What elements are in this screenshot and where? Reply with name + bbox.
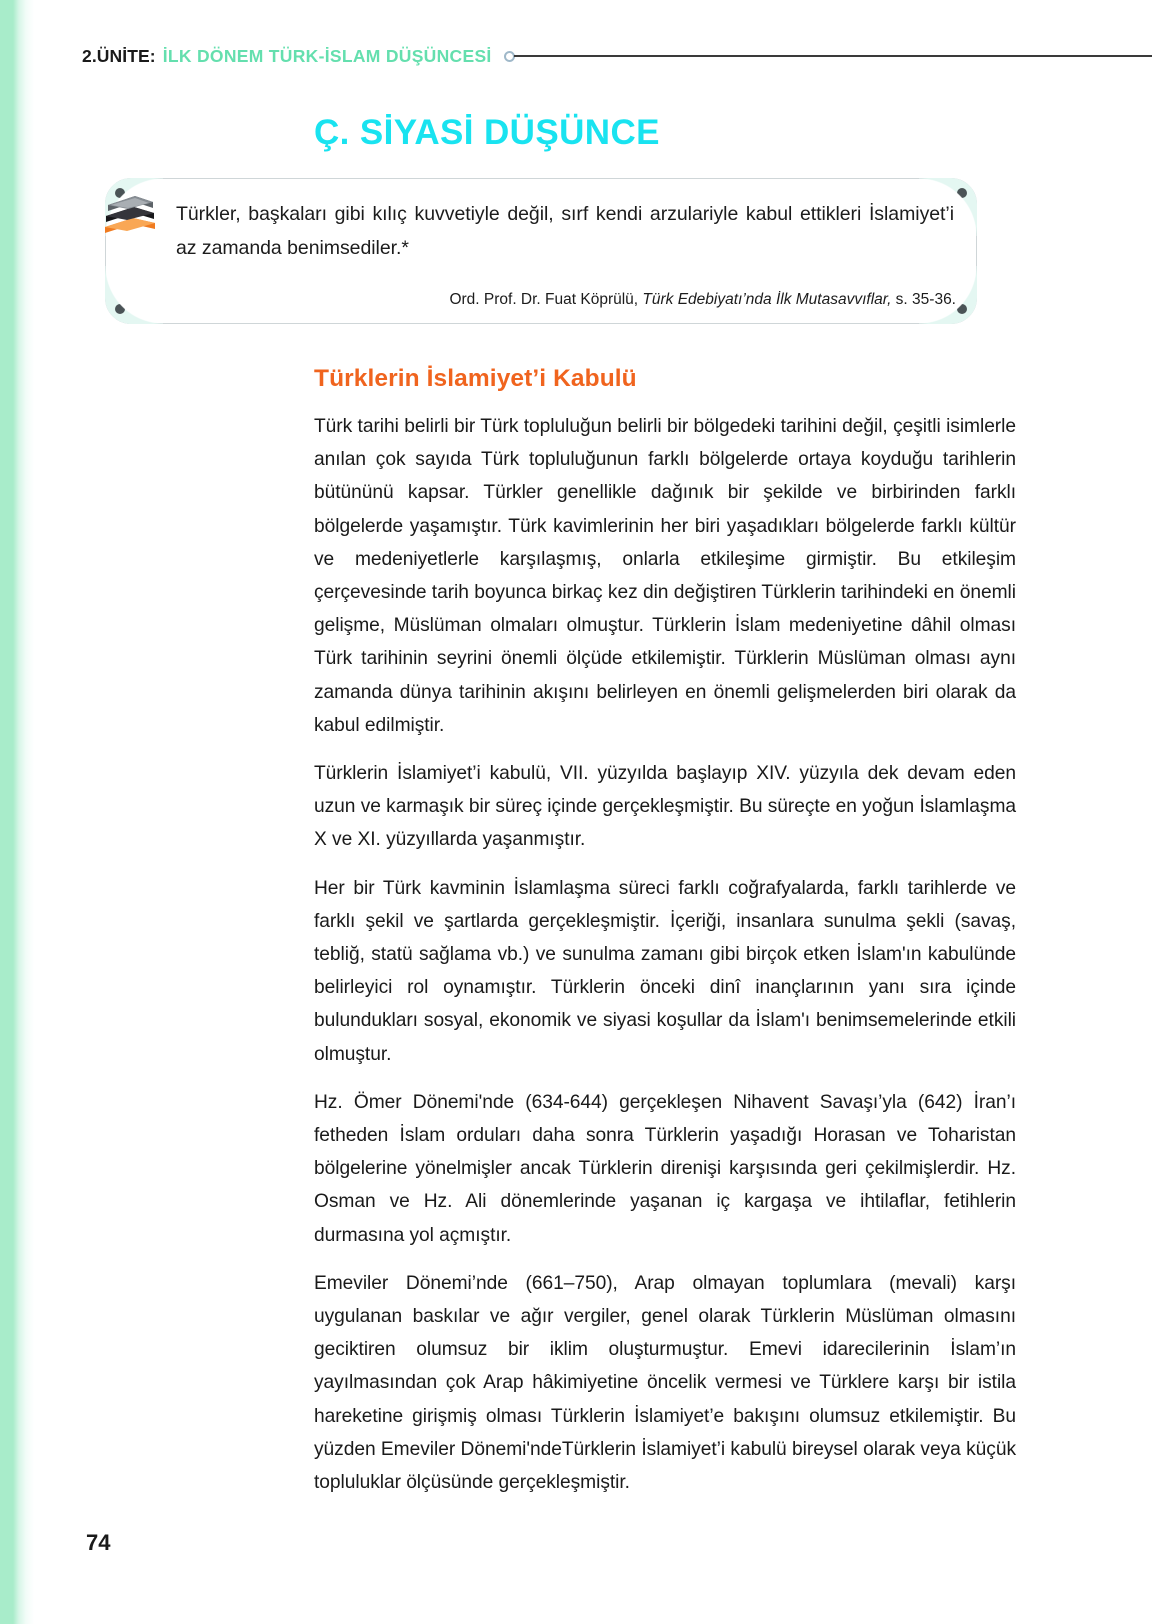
article-paragraph: Türk tarihi belirli bir Türk topluluğun belirli bir bölgedeki tarihini değil, çeşitli isimlerle anılan çok sayıda Türk topluluğunun farklı bölgelerde ortaya koyduğu tarihlerin bütününü kapsar. Türkler genellikle dağınık bir şekilde ve birbirinden farklı bölgelerde yaşamıştır. Türk kavimlerinin her biri yaşadıkları bölgelerde farklı kültür ve medeniyetlerle karşılaşmış, onlarla etkileşime girmiştir. Bu etkileşim çerçevesinde tarih boyunca birkaç kez din değiştiren Türklerin tarihindeki en önemli gelişme, Müslüman olmaları olmuştur. Türklerin İslam medeniyetine dâhil olması Türk tarihinin seyrini önemli ölçüde etkilemiştir. Türklerin Müslüman olması aynı zamanda dünya tarihinin akışını belirleyen en önemli gelişmelerden biri olarak da kabul edilmiştir. [314, 416, 1016, 736]
page-number: 74 [86, 1530, 111, 1555]
quote-source-prefix: Ord. Prof. Dr. Fuat Köprülü, [449, 291, 643, 308]
quote-corner-bottom-left [105, 266, 163, 324]
corner-dot-icon [957, 304, 967, 314]
running-header [82, 42, 1152, 70]
quote-source [449, 291, 956, 309]
quote-card [105, 178, 977, 324]
section-heading: Türklerin İslamiyet’i Kabulü [314, 365, 637, 392]
article-paragraph: Hz. Ömer Dönemi'nde (634-644) gerçekleşen Nihavent Savaşı’yla (642) İran’ı fetheden İslam orduları daha sonra Türklerin yaşadığı Horasan ve Toharistan bölgelerine yönelmişler ancak Türklerin direnişi karşısında geri çekilmişlerdir. Hz. Osman ve Hz. Ali dönemlerinde yaşanan iç kargaşa ve ihtilaflar, fetihlerin durmasına yol açmıştır. [314, 1091, 1016, 1246]
header-rule-divider [514, 55, 1152, 57]
article-paragraph: Türklerin İslamiyet’i kabulü, VII. yüzyılda başlayıp XIV. yüzyıla dek devam eden uzun ve karmaşık bir süreç içinde gerçekleşmiştir. Bu süreçte en yoğun İslamlaşma X ve XI. yüzyıllarda yaşanmıştır. [314, 763, 1016, 851]
article-body [314, 365, 1016, 1499]
books-icon [97, 183, 163, 243]
page-title: Ç. SİYASİ DÜŞÜNCE [314, 113, 660, 152]
unit-label: 2.ÜNİTE: [82, 45, 156, 66]
quote-source-title: Türk Edebiyatı’nda İlk Mutasavvıflar, [642, 291, 892, 308]
corner-dot-icon [115, 304, 125, 314]
quote-text: Türkler, başkaları gibi kılıç kuvvetiyle değil, sırf kendi arzulariyle kabul ettikleri İslamiyet’i az zamanda benimsediler.* [176, 203, 954, 259]
corner-dot-icon [957, 188, 967, 198]
left-edge-stripe [0, 0, 34, 1624]
article-paragraph: Emeviler Dönemi’nde (661–750), Arap olmayan toplumlara (mevali) karşı uygulanan baskılar ve ağır vergiler, genel olarak Türklerin Müslüman olmasını geciktiren olumsuz bir iklim oluşturmuştur. Emevi idarecilerinin İslam’ın yayılmasından çok Arap hâkimiyetine öncelik vermesi ve Türklere karşı bir istila hareketine girişmiş olması Türklerin İslamiyet’e bakışını olumsuz etkilemiştir. Bu yüzden Emeviler Dönemi'ndeTürklerin İslamiyet’i kabulü bireysel olarak veya küçük topluluklar ölçüsünde gerçekleşmiştir. [314, 1272, 1016, 1494]
unit-title: İLK DÖNEM TÜRK-İSLAM DÜŞÜNCESİ [162, 45, 492, 66]
article-paragraph: Her bir Türk kavminin İslamlaşma süreci farklı coğrafyalarda, farklı tarihlerde ve farklı şekil ve şartlarda gerçekleşmiştir. İçeriği, insanlara sunulma şekli (savaş, tebliğ, statü sağlama vb.) ve sunulma zamanı gibi birçok etken İslam'ın kabulünde belirleyici rol oynamıştır. Türklerin önceki dinî inançlarının yanı sıra içinde bulundukları sosyal, ekonomik ve siyasi koşullar da İslam'ı benimsemelerinde etkili olmuştur. [314, 877, 1016, 1065]
quote-source-suffix: s. 35-36. [891, 291, 956, 308]
